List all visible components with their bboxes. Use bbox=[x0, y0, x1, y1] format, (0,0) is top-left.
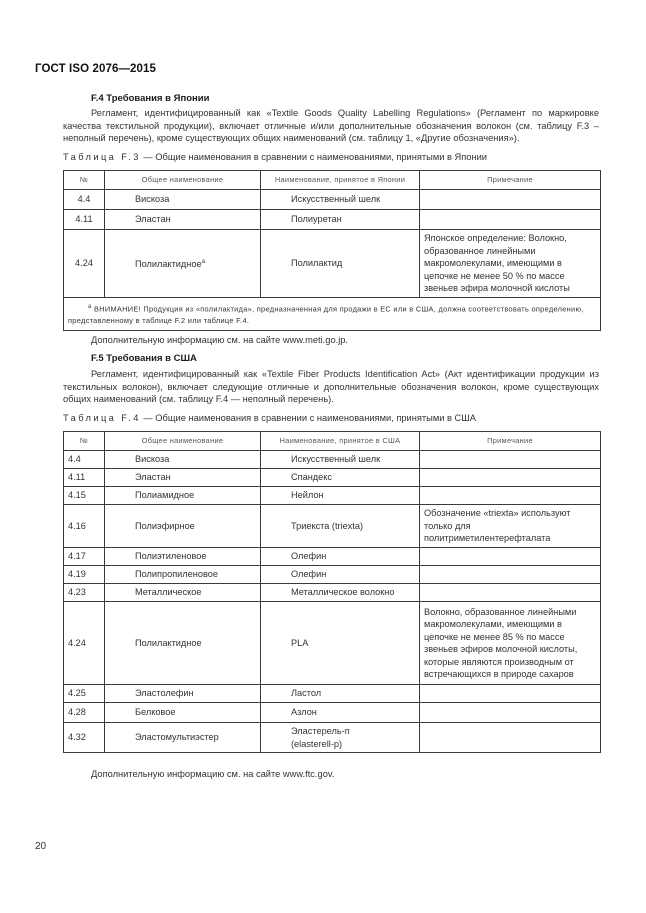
cell-generic-name: Металлическое bbox=[105, 584, 261, 602]
cell-generic-name: Эластан bbox=[105, 469, 261, 487]
cell-note bbox=[420, 469, 601, 487]
cell-note bbox=[420, 685, 601, 703]
table-f3-header-row bbox=[64, 171, 601, 190]
table-f3-footnote-row bbox=[64, 297, 601, 330]
table-header-number: № bbox=[64, 432, 105, 451]
table-header-note: Примечание bbox=[420, 171, 601, 190]
cell-note: Обозначение «triexta» используют только для политриметилентерефталата bbox=[420, 505, 601, 548]
cell-number: 4.4 bbox=[64, 451, 105, 469]
cell-number: 4.23 bbox=[64, 584, 105, 602]
table-row bbox=[64, 190, 601, 210]
table-row bbox=[64, 487, 601, 505]
table-f3-caption-text: — Общие наименования в сравнении с наименованиями, принятыми в Японии bbox=[140, 152, 487, 162]
page-number: 20 bbox=[35, 841, 47, 852]
cell-number: 4.24 bbox=[64, 602, 105, 685]
table-row bbox=[64, 685, 601, 703]
document-code-header: ГОСТ ISO 2076—2015 bbox=[35, 63, 157, 75]
table-header-generic-name: Общее наименование bbox=[105, 171, 261, 190]
cell-note bbox=[420, 451, 601, 469]
cell-number: 4.28 bbox=[64, 703, 105, 723]
cell-generic-name: Эластомультиэстер bbox=[105, 723, 261, 753]
section-f5-more-info: Дополнительную информацию см. на сайте www.ftc.gov. bbox=[91, 769, 335, 779]
cell-number: 4.15 bbox=[64, 487, 105, 505]
table-row bbox=[64, 210, 601, 230]
cell-local-name: Триекста (triexta) bbox=[261, 505, 420, 548]
cell-local-name: Металлическое волокно bbox=[261, 584, 420, 602]
table-row bbox=[64, 548, 601, 566]
cell-note: Волокно, образованное линейными макромолекулами, имеющими в цепочке не менее 85 % по массе звеньев эфиров молочной кислоты, которые являются производным от встречающихся в природе сахаров bbox=[420, 602, 601, 685]
table-f3-footnote bbox=[64, 297, 601, 330]
cell-note bbox=[420, 723, 601, 753]
table-row bbox=[64, 469, 601, 487]
cell-number: 4.25 bbox=[64, 685, 105, 703]
cell-number: 4.11 bbox=[64, 469, 105, 487]
cell-generic-name: Эластолефин bbox=[105, 685, 261, 703]
table-row bbox=[64, 566, 601, 584]
cell-local-name: Полиуретан bbox=[261, 210, 420, 230]
table-f3-caption-label: Таблица F.3 bbox=[63, 152, 141, 162]
footnote-mark: a bbox=[88, 303, 92, 310]
table-f3-caption bbox=[63, 152, 487, 162]
table-row bbox=[64, 703, 601, 723]
table-row bbox=[64, 602, 601, 685]
cell-number: 4.19 bbox=[64, 566, 105, 584]
cell-number: 4.4 bbox=[64, 190, 105, 210]
footnote-text: ВНИМАНИЕ! Продукция из «полилактида», предназначенная для продажи в ЕС или в США, должна соответствовать определению, представленному в таблице F.2 или таблице F.4. bbox=[68, 303, 584, 325]
table-header-local-name: Наименование, принятое в Японии bbox=[261, 171, 420, 190]
table-header-number: № bbox=[64, 171, 105, 190]
cell-generic-name: Эластан bbox=[105, 210, 261, 230]
cell-generic-name: Полилактидное bbox=[105, 602, 261, 685]
cell-generic-name: Полиамидное bbox=[105, 487, 261, 505]
cell-local-name: Ластол bbox=[261, 685, 420, 703]
cell-note: Японское определение: Волокно, образованное линейными макромолекулами, имеющими в цепочке не менее 50 % по массе звеньев эфира молочной кислоты bbox=[420, 230, 601, 298]
cell-local-name: Спандекс bbox=[261, 469, 420, 487]
cell-note bbox=[420, 210, 601, 230]
section-title-f4: F.4 Требования в Японии bbox=[91, 93, 210, 104]
table-row bbox=[64, 584, 601, 602]
table-row bbox=[64, 723, 601, 753]
section-f5-paragraph bbox=[63, 368, 599, 406]
cell-generic-name: Полиэтиленовое bbox=[105, 548, 261, 566]
table-header-note: Примечание bbox=[420, 432, 601, 451]
table-header-generic-name: Общее наименование bbox=[105, 432, 261, 451]
table-f4-caption-text: — Общие наименования в сравнении с наименованиями, принятыми в США bbox=[140, 413, 476, 423]
cell-local-name: PLA bbox=[261, 602, 420, 685]
cell-local-name: Олефин bbox=[261, 548, 420, 566]
table-f4-caption-label: Таблица F.4 bbox=[63, 413, 141, 423]
table-f4-header-row bbox=[64, 432, 601, 451]
footnote-marker: a bbox=[201, 258, 205, 265]
cell-local-name: Полилактид bbox=[261, 230, 420, 298]
table-f4-caption bbox=[63, 413, 476, 423]
cell-generic-name: Полиэфирное bbox=[105, 505, 261, 548]
section-f4-more-info: Дополнительную информацию см. на сайте www.meti.go.jp. bbox=[91, 335, 349, 345]
cell-generic-name: Вискоза bbox=[105, 190, 261, 210]
cell-number: 4.32 bbox=[64, 723, 105, 753]
table-f4 bbox=[63, 431, 601, 753]
cell-local-name: Олефин bbox=[261, 566, 420, 584]
cell-local-name: Азлон bbox=[261, 703, 420, 723]
section-f5-paragraph-text: Регламент, идентифицированный как «Textile Fiber Products Identification Act» (Акт идентификации продукции из текстильных волокон), включает следующие отличные и дополнительные обозначения волокон, кроме существующих общих наименований (см. таблицу F.4 — неполный перечень). bbox=[63, 369, 599, 405]
cell-generic-name: Белковое bbox=[105, 703, 261, 723]
cell-generic-name bbox=[105, 230, 261, 298]
cell-note bbox=[420, 190, 601, 210]
cell-note bbox=[420, 487, 601, 505]
table-header-local-name: Наименование, принятое в США bbox=[261, 432, 420, 451]
cell-generic-name-text: Полилактидное bbox=[135, 258, 202, 269]
section-f4-paragraph bbox=[63, 107, 599, 145]
cell-generic-name: Вискоза bbox=[105, 451, 261, 469]
cell-local-name: Нейлон bbox=[261, 487, 420, 505]
table-f3 bbox=[63, 170, 601, 331]
cell-number: 4.24 bbox=[64, 230, 105, 298]
cell-number: 4.16 bbox=[64, 505, 105, 548]
cell-generic-name: Полипропиленовое bbox=[105, 566, 261, 584]
table-row bbox=[64, 451, 601, 469]
table-row bbox=[64, 505, 601, 548]
cell-note bbox=[420, 584, 601, 602]
section-f4-paragraph-text: Регламент, идентифицированный как «Textile Goods Quality Labelling Regulations» (Регламент по маркировке качества текстильной продукции), включает отличные и/или дополнительные обозначения волокон (см. таблицу F.3 – неполный перечень), кроме существующих общих наименований (см. таблицу 1, «Другие обозначения»). bbox=[63, 108, 599, 144]
section-title-f5: F.5 Требования в США bbox=[91, 353, 197, 364]
table-row bbox=[64, 230, 601, 298]
cell-local-name: Эластерель-п (elasterell-p) bbox=[261, 723, 420, 753]
cell-note bbox=[420, 548, 601, 566]
cell-note bbox=[420, 566, 601, 584]
cell-local-name: Искусственный шелк bbox=[261, 451, 420, 469]
cell-number: 4.17 bbox=[64, 548, 105, 566]
cell-local-name: Искусственный шелк bbox=[261, 190, 420, 210]
cell-number: 4.11 bbox=[64, 210, 105, 230]
cell-note bbox=[420, 703, 601, 723]
